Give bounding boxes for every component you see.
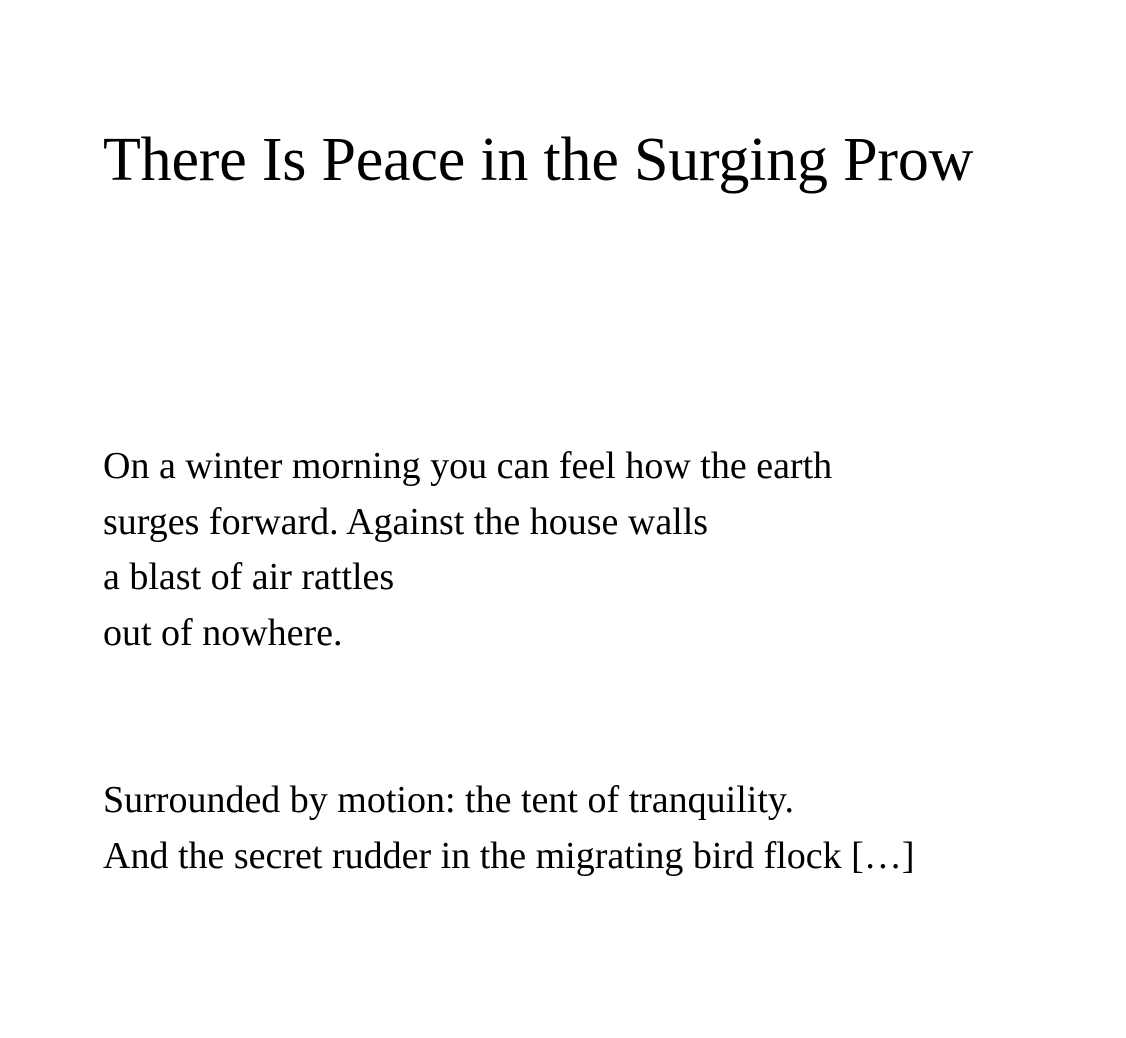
stanza-line: On a winter morning you can feel how the earth (103, 445, 833, 487)
stanza-line: And the secret rudder in the migrating bird flock […] (103, 834, 915, 877)
stanza-2 (103, 773, 914, 884)
stanza-1 (103, 439, 832, 661)
stanza-line: Surrounded by motion: the tent of tranquility. (103, 779, 794, 821)
stanza-line: out of nowhere. (103, 611, 343, 654)
stanza-line: a blast of air rattles (103, 556, 395, 598)
stanza-line: surges forward. Against the house walls (103, 500, 709, 543)
poem-title: There Is Peace in the Surging Prow (103, 126, 974, 194)
